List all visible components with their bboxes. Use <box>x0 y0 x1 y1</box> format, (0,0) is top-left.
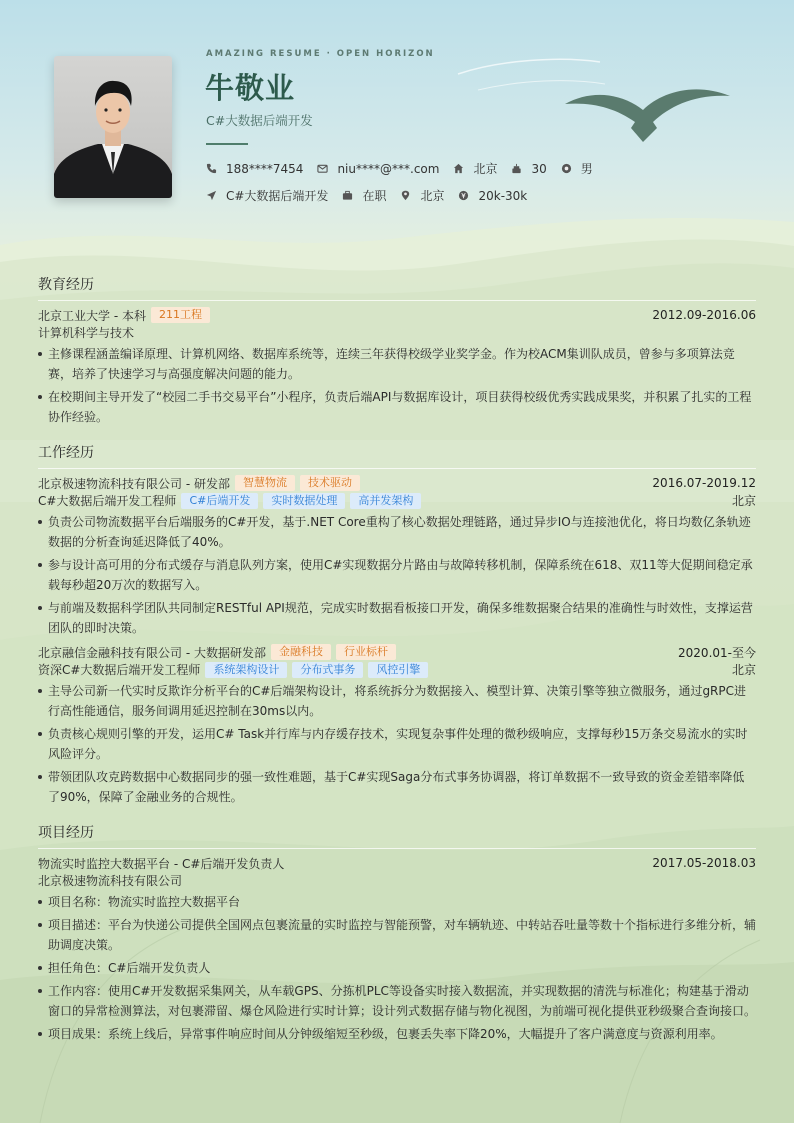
job-city: 北京 <box>731 494 756 508</box>
resume-tagline: AMAZING RESUME · OPEN HORIZON <box>206 49 435 59</box>
list-item: 项目描述：平台为快递公司提供全国网点包裹流量的实时监控与智能预警，对车辆轨迹、中转站吞吐量等数十个指标进行多维分析，辅助调度决策。 <box>38 915 756 955</box>
work-section <box>38 442 756 807</box>
email-text: niu****@***.com <box>337 161 440 176</box>
list-item: 与前端及数据科学团队共同制定RESTful API规范，完成实时数据看板接口开发，确保多维数据聚合结果的准确性与时效性，支撑运营团队的即时决策。 <box>38 598 756 638</box>
education-entry-head <box>38 306 756 324</box>
project-bullets <box>38 892 756 1044</box>
title-divider <box>206 143 248 145</box>
profile-photo <box>54 56 172 198</box>
contact-info-row <box>206 160 607 177</box>
education-bullets <box>38 344 756 427</box>
school-tag: 211工程 <box>151 307 210 323</box>
gender-icon <box>561 163 572 174</box>
list-item: 带领团队攻克跨数据中心数据同步的强一致性难题，基于C#实现Saga分布式事务协调器，将订单数据不一致导致的资金差错率降低了90%，保障了金融业务的合规性。 <box>38 767 756 807</box>
list-item: 项目成果：系统上线后，异常事件响应时间从分钟级缩短至秒级，包裹丢失率下降20%，大幅提升了客户满意度与资源利用率。 <box>38 1024 756 1044</box>
home-icon <box>453 163 464 174</box>
position-tag: 实时数据处理 <box>263 493 345 509</box>
send-icon <box>206 190 217 201</box>
age-text: 30 <box>531 161 547 176</box>
intent-position-text: C#大数据后端开发 <box>226 189 329 203</box>
intent-city-info <box>400 187 444 204</box>
list-item: 参与设计高可用的分布式缓存与消息队列方案，使用C#实现数据分片路由与故障转移机制，保障系统在618、双11等大促期间稳定承载每秒超20万次的数据写入。 <box>38 555 756 595</box>
salary-icon <box>458 190 469 201</box>
job-status-info <box>342 187 386 204</box>
project-company: 北京极速物流科技有限公司 <box>38 874 183 888</box>
salary-info <box>458 189 527 203</box>
company-tag: 行业标杆 <box>336 644 396 660</box>
phone-info <box>206 162 303 176</box>
position-tag: 风控引擎 <box>368 662 428 678</box>
age-info <box>511 162 546 176</box>
project-section <box>38 822 756 1044</box>
mail-icon <box>317 163 328 174</box>
intent-city-text: 北京 <box>420 189 445 203</box>
job-title: C#大数据后端开发 <box>206 113 313 128</box>
job-date: 2020.01-至今 <box>678 645 756 660</box>
bird-logo-icon <box>565 84 731 146</box>
major-name: 计算机科学与技术 <box>38 326 135 340</box>
list-item: 负责公司物流数据平台后端服务的C#开发，基于.NET Core重构了核心数据处理链路，通过异步IO与连接池优化，将日均数亿条轨迹数据的分析查询延迟降低了40%。 <box>38 512 756 552</box>
position-tag: C#后端开发 <box>181 493 258 509</box>
job-intent-row <box>206 187 541 204</box>
education-title: 教育经历 <box>38 274 756 301</box>
gender-text: 男 <box>580 162 593 176</box>
project-date: 2017.05-2018.03 <box>652 856 756 870</box>
list-item: 在校期间主导开发了“校园二手书交易平台”小程序，负责后端API与数据库设计，项目获得校级优秀实践成果奖，并积累了扎实的工程协作经验。 <box>38 387 756 427</box>
company-name: 北京融信金融科技有限公司 - 大数据研发部 <box>38 645 266 660</box>
education-entry-sub <box>38 324 756 341</box>
project-entry-head <box>38 854 756 872</box>
position-tag: 高并发架构 <box>350 493 421 509</box>
position-name: 资深C#大数据后端开发工程师 <box>38 663 201 677</box>
position-tag: 系统架构设计 <box>205 662 287 678</box>
school-name: 北京工业大学 - 本科 <box>38 308 146 323</box>
residence-info <box>453 160 497 177</box>
project-entry-sub <box>38 872 756 889</box>
gender-info <box>561 160 593 177</box>
intent-position-info <box>206 187 328 204</box>
company-tag: 智慧物流 <box>235 475 295 491</box>
cake-icon <box>511 163 522 174</box>
education-section <box>38 274 756 427</box>
job-entry-sub <box>38 661 756 678</box>
phone-text: 188****7454 <box>226 161 304 176</box>
list-item: 担任角色：C#后端开发负责人 <box>38 958 756 978</box>
company-tag: 金融科技 <box>271 644 331 660</box>
project-title: 项目经历 <box>38 822 756 849</box>
candidate-name: 牛敬业 <box>205 71 296 105</box>
list-item: 工作内容：使用C#开发数据采集网关，从车载GPS、分拣机PLC等设备实时接入数据流，并实现数据的清洗与标准化；构建基于滑动窗口的异常检测算法，对包裹滞留、爆仓风险进行实时计算；设计列式数据存储与物化视图，为前端可视化提供亚秒级聚合查询接口。 <box>38 981 756 1021</box>
job-bullets <box>38 681 756 807</box>
list-item: 主修课程涵盖编译原理、计算机网络、数据库系统等，连续三年获得校级学业奖学金。作为校ACM集训队成员，曾参与多项算法竞赛，培养了快速学习与高强度解决问题的能力。 <box>38 344 756 384</box>
job-date: 2016.07-2019.12 <box>652 476 756 490</box>
briefcase-icon <box>342 190 353 201</box>
job-bullets <box>38 512 756 638</box>
project-name: 物流实时监控大数据平台 - C#后端开发负责人 <box>38 856 285 871</box>
list-item: 负责核心规则引擎的开发，运用C# Task并行库与内存缓存技术，实现复杂事件处理的微秒级响应，支撑每秒15万条交易流水的实时风险评分。 <box>38 724 756 764</box>
company-tag: 技术驱动 <box>300 475 360 491</box>
phone-icon <box>206 163 217 174</box>
job-entry-head <box>38 474 756 492</box>
job-entry-sub <box>38 492 756 509</box>
list-item: 项目名称：物流实时监控大数据平台 <box>38 892 756 912</box>
list-item: 主导公司新一代实时反欺诈分析平台的C#后端架构设计，将系统拆分为数据接入、模型计算、决策引擎等独立微服务，通过gRPC进行高性能通信，服务间调用延迟控制在30ms以内。 <box>38 681 756 721</box>
work-title: 工作经历 <box>38 442 756 469</box>
education-date: 2012.09-2016.06 <box>652 308 756 322</box>
company-name: 北京极速物流科技有限公司 - 研发部 <box>38 476 230 491</box>
salary-text: 20k-30k <box>478 188 528 203</box>
position-name: C#大数据后端开发工程师 <box>38 494 177 508</box>
position-tag: 分布式事务 <box>292 662 363 678</box>
location-icon <box>400 190 411 201</box>
portrait-icon <box>54 56 172 198</box>
job-status-text: 在职 <box>362 189 387 203</box>
job-entry-head <box>38 643 756 661</box>
email-info <box>317 162 439 176</box>
job-city: 北京 <box>731 663 756 677</box>
residence-text: 北京 <box>473 162 498 176</box>
